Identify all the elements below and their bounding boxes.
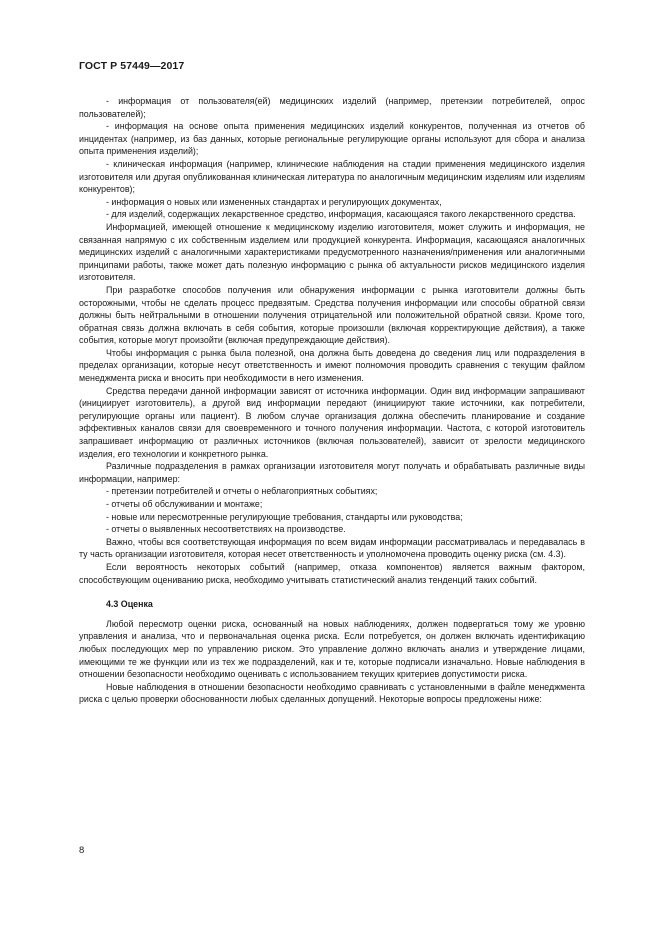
paragraph: - информация от пользователя(ей) медицинских изделий (например, претензии потребителей, опрос пользователей); [79,96,585,119]
paragraph: - информация о новых или измененных стандартах и регулирующих документах, [106,196,442,207]
paragraph: При разработке способов получения или обнаружения информации с рынка изготовители должны быть осторожными, чтобы не сделать процесс предвзятым. Средства получения информации или способы обратной связи должны быть нейтральными в отношении получения отрицательной или положительной обратной связи. Кроме того, обратная связь должна включать в себя события, которые произошли (включая корректирующие действия), а также события, которые могут произойти (включая предупреждающие действия). [79,284,585,346]
paragraph: Если вероятность некоторых событий (например, отказа компонентов) является важным фактором, способствующим оцениванию риска, необходимо учитывать статистический анализ тенденций таких событий. [79,561,585,585]
paragraph: Любой пересмотр оценки риска, основанный на новых наблюдениях, должен подвергаться тому же уровню управления и анализа, что и первоначальная оценка риска. Если потребуется, он должен включать идентификацию любых последующих мер по управлению риском. Это управление должно включать анализ и утверждение лицами, имеющими те же функции или из тех же подразделений, как и те, которые подписали изначально. Новые наблюдения в отношении безопасности необходимо оценивать с использованием текущих критериев допустимости риска. [79,618,585,680]
document-header: ГОСТ Р 57449—2017 [79,60,185,72]
paragraph: Чтобы информация с рынка была полезной, она должна быть доведена до сведения лиц или подразделения в пределах организации, которые несут ответственность и имеют полномочия проводить сравнения с текущим файлом менеджмента риска и вносить при необходимости в него изменения. [79,347,585,384]
paragraph: Средства передачи данной информации зависят от источника информации. Один вид информации запрашивают (инициирует изготовитель), а другой вид информации передают (инициируют такие источники, как потребители, регулирующие органы или пациент). В любом случае организация должна обеспечить планирование и создание эффективных каналов связи для своевременного и точного получения информации. Частота, с которой изготовитель запрашивает информацию от различных источников (включая пользователей), зависит от зрелости медицинского изделия, его технологии и конкретного рынка. [79,385,585,459]
section-heading: 4.3 Оценка [106,599,153,610]
page-number: 8 [79,845,85,856]
document-body [79,95,585,706]
paragraph: - для изделий, содержащих лекарственное средство, информация, касающаяся такого лекарственного средства. [106,209,576,220]
paragraph: Различные подразделения в рамках организации изготовителя могут получать и обрабатывать различные виды информации, например: [79,461,585,484]
paragraph: - претензии потребителей и отчеты о неблагоприятных событиях; [106,486,378,497]
paragraph: - отчеты об обслуживании и монтаже; [106,499,263,509]
paragraph: - информация на основе опыта применения медицинских изделий конкурентов, полученная из отчетов об инцидентах (например, из баз данных, которые региональные регулирующие органы используют для сбора и анализа опыта применения изделий); [79,121,585,157]
paragraph: - клиническая информация (например, клинические наблюдения на стадии применения медицинского изделия изготовителя или другая опубликованная клиническая литература по аналогичным медицинским изделиям или изделиям конкурентов); [79,158,585,195]
paragraph: Важно, чтобы вся соответствующая информация по всем видам информации рассматривалась и передавалась в ту часть организации изготовителя, которая несет ответственность и уполномочена проводить оценку риска (см. 4.3). [79,536,585,560]
paragraph: Новые наблюдения в отношении безопасности необходимо сравнивать с установленными в файле менеджмента риска с целью проверки обоснованности любых сделанных допущений. Некоторые вопросы предложены ниже: [79,681,585,705]
paragraph: - новые или пересмотренные регулирующие требования, стандарты или руководства; [106,511,463,522]
paragraph: Информацией, имеющей отношение к медицинскому изделию изготовителя, может служить и информация, не связанная напрямую с их собственным изделием или продукцией конкурента. Информация, касающаяся аналогичных медицинских изделий с аналогичными характеристиками предусмотренного назначения/применения или аналогичными принципами работы, также может дать полезную информацию с рынка об актуальности рисков медицинского изделия изготовителя. [79,221,585,283]
paragraph: - отчеты о выявленных несоответствиях на производстве. [106,524,346,535]
